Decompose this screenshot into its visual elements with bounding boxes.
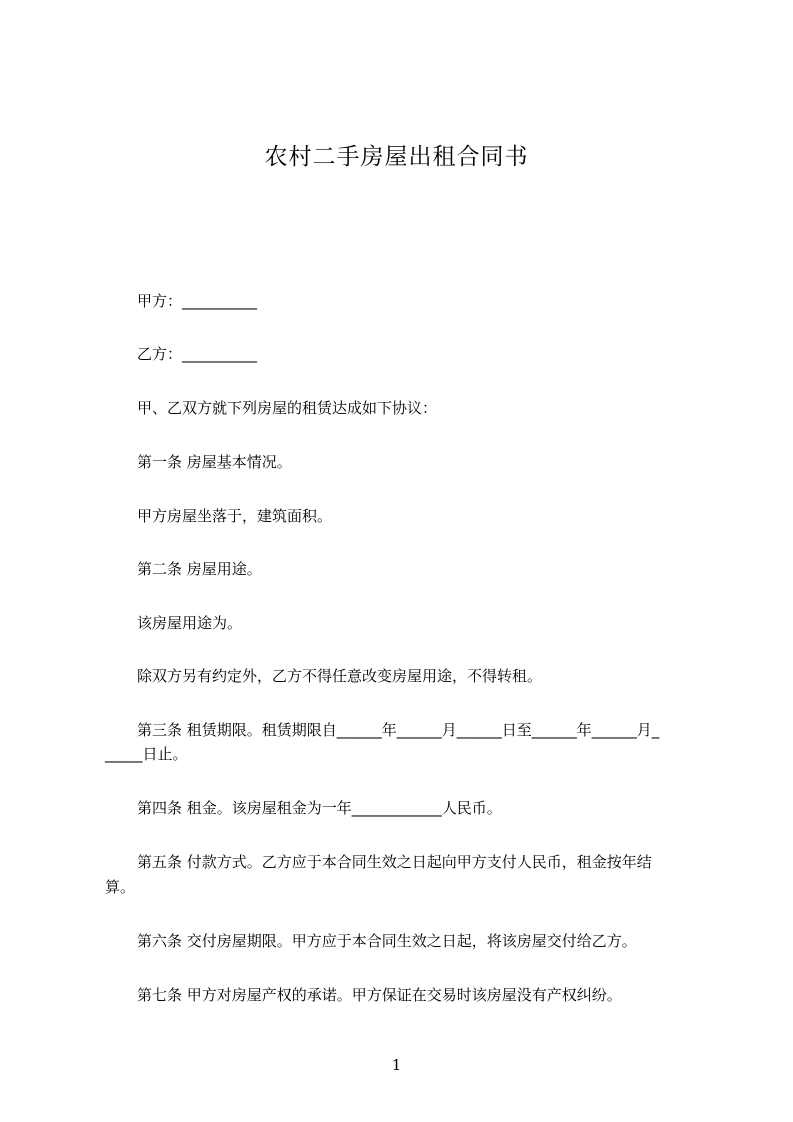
article-1-body: 甲方房屋坐落于，建筑面积。	[137, 507, 333, 525]
party-b-line: 乙方：__________	[137, 345, 258, 363]
article-2-heading: 第二条 房屋用途。	[137, 560, 262, 578]
party-a-line: 甲方：__________	[137, 292, 258, 310]
article-6: 第六条 交付房屋期限。甲方应于本合同生效之日起，将该房屋交付给乙方。	[137, 932, 637, 950]
article-1-heading: 第一条 房屋基本情况。	[137, 453, 292, 471]
article-5-line-2: 算。	[105, 878, 136, 896]
page-number: 1	[391, 1056, 402, 1074]
article-2-body: 该房屋用途为。	[137, 614, 243, 632]
article-7: 第七条 甲方对房屋产权的承诺。甲方保证在交易时该房屋没有产权纠纷。	[137, 986, 622, 1004]
document-title: 农村二手房屋出租合同书	[264, 144, 529, 170]
article-3-line-2: _____日止。	[105, 745, 188, 763]
article-4: 第四条 租金。该房屋租金为一年____________人民币。	[137, 799, 502, 817]
article-5-line-1: 第五条 付款方式。乙方应于本合同生效之日起向甲方支付人民币，租金按年结	[137, 853, 652, 871]
article-3-line-1: 第三条 租赁期限。租赁期限自______年______月______日至______年______月_	[137, 721, 660, 739]
article-2-restriction: 除双方另有约定外，乙方不得任意改变房屋用途，不得转租。	[137, 667, 543, 685]
agreement-intro: 甲、乙双方就下列房屋的租赁达成如下协议：	[137, 399, 438, 417]
